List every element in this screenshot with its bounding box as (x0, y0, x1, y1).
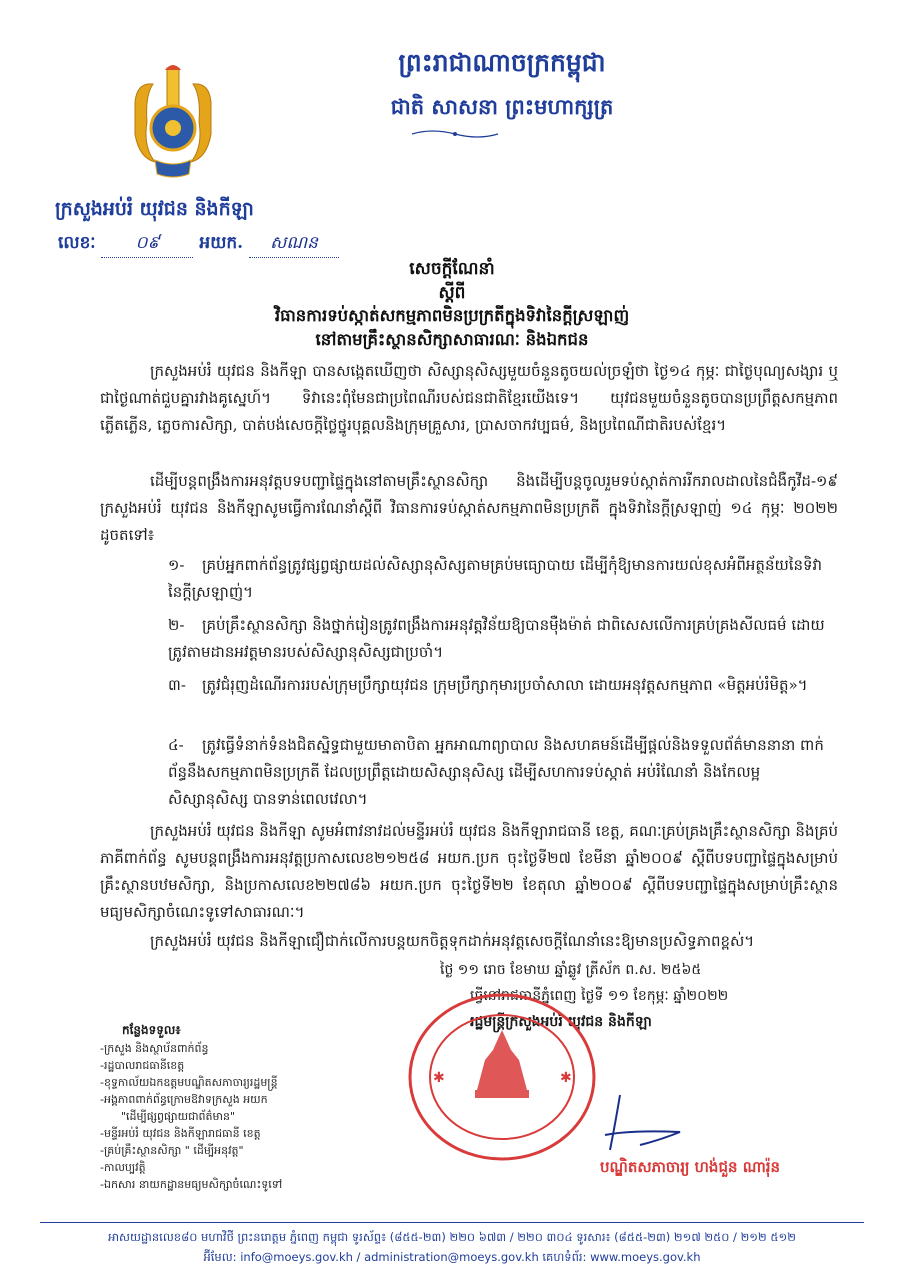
footer-address: អាសយដ្ឋានលេខ៨០ មហាវិថី ព្រះនរោត្តម ភ្នំពេញ កម្ពុជា ទូរស័ព្ទ៖ (៨៥៥-២៣) ២២០ ៦៧៣ / ២២០ ៣០៤ ទូរសារ៖ (៨៥៥-២៣) ២១៧ ២៥០ / ២១២ ៥១២ (108, 1230, 796, 1244)
footer-divider (40, 1222, 864, 1223)
date-solar: ធ្វើនៅរាជធានីភ្នំពេញ ថ្ងៃទី ១១ ខែកុម្ភៈ ឆ្នាំ២០២២ (470, 988, 729, 1004)
list-num: ៣- (168, 676, 186, 694)
recipient-item: -ខុទ្ទកាល័យឯកឧត្តមបណ្ឌិតសភាចារ្យរដ្ឋមន្ត្រី (100, 1076, 278, 1089)
recipient-item: -គ្រប់គ្រឹះស្ថានសិក្សា " ដើម្បីអនុវត្ត" (100, 1144, 244, 1157)
ref-number: ០៩ (101, 232, 193, 258)
list-item-1 (168, 552, 838, 606)
doc-subject-line1: វិធានការទប់ស្កាត់សកម្មភាពមិនប្រក្រតីក្នុងទិវានៃក្តីស្រឡាញ់ (274, 306, 630, 325)
list-text: គ្រប់អ្នកពាក់ព័ន្ធត្រូវផ្សព្វផ្សាយដល់សិស្សានុសិស្សតាមគ្រប់មធ្យោបាយ ដើម្បីកុំឱ្យមានការយល់ខុសអំពីអត្ថន័យនៃទិវានៃក្តីស្រឡាញ់។ (168, 556, 823, 601)
recipient-item: -អង្គភាពពាក់ព័ន្ធក្រោមឱវាទក្រសួង អយក (100, 1093, 268, 1106)
svg-text:✱: ✱ (433, 1070, 445, 1086)
doc-subtitle-about: ស្តីពី (438, 283, 466, 303)
list-item-4 (168, 732, 838, 813)
ref-dept: អយក. (199, 233, 244, 253)
list-text: គ្រប់គ្រឹះស្ថានសិក្សា និងថ្នាក់រៀនត្រូវពង្រឹងការអនុវត្តវិន័យឱ្យបានម៉ឺងម៉ាត់ ជាពិសេសលើការគ្រប់គ្រងសីលធម៌ ដោយត្រូវតាមដានអវត្តមានរបស់សិស្សានុសិស្សជាប្រចាំ។ (168, 616, 825, 661)
recipient-item: -រដ្ឋបាលរាជធានីខេត្ត (100, 1059, 185, 1072)
motto-ornament (410, 124, 500, 134)
doc-subject-line2: នៅតាមគ្រឹះស្ថានសិក្សាសាធារណៈ និងឯកជន (315, 330, 589, 349)
list-item-2 (168, 612, 838, 666)
date-lunar: ថ្ងៃ ១១ រោច ខែមាឃ ឆ្នាំឆ្លូវ ត្រីស័ក ព.ស. ២៥៦៥ (440, 962, 702, 978)
recipient-item: "ដើម្បីផ្សព្វផ្សាយជាព័ត៌មាន" (100, 1110, 236, 1123)
svg-text:✱: ✱ (560, 1070, 572, 1086)
list-num: ៤- (168, 736, 184, 754)
ref-prefix: លេខៈ (58, 233, 96, 253)
recipient-item: -ក្រសួង និងស្ថាប័នពាក់ព័ន្ធ (100, 1042, 209, 1055)
reference-line (58, 232, 339, 258)
signer-title: រដ្ឋមន្ត្រីក្រសួងអប់រំ យុវជន និងកីឡា (470, 1014, 652, 1030)
paragraph-1: ក្រសួងអប់រំ យុវជន និងកីឡា បានសង្កេតឃើញថា សិស្សានុសិស្សមួយចំនួនតូចយល់ច្រឡំថា ថ្ងៃ១៤ កុម្ភៈ ជាថ្ងៃបុណ្យសង្សារ ឬជាថ្ងៃណាត់ជួបគ្នារវាងគូស្នេហ៍។ ទិវានេះពុំមែនជាប្រពៃណីរបស់ជនជាតិខ្មែរយើងទេ។ យុវជនមួយចំនួនតូចបានប្រព្រឹត្តសកម្មភាពភ្លើតភ្លើន, ភ្លេចការសិក្សា, បាត់បង់សេចក្តីថ្លៃថ្នូរបុគ្គលនិងក្រុមគ្រួសារ, ប្រាសចាកវប្បធម៌, និងប្រពៃណីជាតិរបស់ខ្មែរ។ (100, 362, 838, 434)
recipients-heading: កន្លែងទទួល៖ (122, 1023, 181, 1037)
signer-name: បណ្ឌិតសភាចារ្យ ហង់ជួន ណារ៉ុន (600, 1158, 781, 1176)
list-text: ត្រូវជំរុញដំណើរការរបស់ក្រុមប្រឹក្សាយុវជន ក្រុមប្រឹក្សាកុមារប្រចាំសាលា ដោយអនុវត្តសកម្មភាព «មិត្តអប់រំមិត្ត»។ (202, 676, 808, 694)
official-stamp (405, 990, 600, 1165)
ministry-name: ក្រសួងអប់រំ យុវជន និងកីឡា (55, 198, 254, 220)
paragraph-3: ក្រសួងអប់រំ យុវជន និងកីឡា សូមអំពាវនាវដល់មន្ទីរអប់រំ យុវជន និងកីឡារាជធានី ខេត្ត, គណៈគ្រប់គ្រងគ្រឹះស្ថានសិក្សា និងគ្រប់ភាគីពាក់ព័ន្ធ សូមបន្តពង្រឹងការអនុវត្តប្រកាសលេខ២១២៥៨ អយក.ប្រក ចុះថ្ងៃទី២៧ ខែមីនា ឆ្នាំ២០០៩ ស្តីពីបទបញ្ជាផ្ទៃក្នុងសម្រាប់គ្រឹះស្ថានបឋមសិក្សា, និងប្រកាសលេខ២២៧៨៦ អយក.ប្រក ចុះថ្ងៃទី២២ ខែតុលា ឆ្នាំ២០០៩ ស្តីពីបទបញ្ជាផ្ទៃក្នុងសម្រាប់គ្រឹះស្ថានមធ្យមសិក្សាចំណេះទូទៅសាធារណៈ។ (100, 822, 838, 921)
recipient-item: -ឯកសារ នាយកដ្ឋានមធ្យមសិក្សាចំណេះទូទៅ (100, 1178, 283, 1191)
footer-contacts: អ៊ីមែល: info@moeys.gov.kh / administration@moeys.gov.kh គេហទំព័រ: www.moeys.gov.kh (203, 1250, 701, 1264)
signature (590, 1090, 710, 1160)
list-num: ១- (168, 556, 185, 574)
paragraph-2: ដើម្បីបន្តពង្រឹងការអនុវត្តបទបញ្ជាផ្ទៃក្នុងនៅតាមគ្រឹះស្ថានសិក្សា និងដើម្បីបន្តចូលរួមទប់ស្កាត់ការរីករាលដាលនៃជំងឺកូវីដ-១៩ ក្រសួងអប់រំ យុវជន និងកីឡាសូមធ្វើការណែនាំស្តីពី វិធានការទប់ស្កាត់សកម្មភាពមិនប្រក្រតី ក្នុងទិវានៃក្តីស្រឡាញ់ ១៤ កុម្ភៈ ២០២២ ដូចតទៅ៖ (100, 472, 838, 544)
doc-title: សេចក្តីណែនាំ (409, 259, 495, 279)
recipient-item: -កាលប្បវត្តិ (100, 1161, 146, 1174)
ref-code: សណន (249, 232, 339, 258)
kingdom-title: ព្រះរាជាណាចក្រកម្ពុជា (398, 48, 606, 77)
list-item-3 (168, 672, 838, 699)
list-num: ២- (168, 616, 185, 634)
national-motto: ជាតិ សាសនា ព្រះមហាក្សត្រ (390, 94, 614, 119)
recipient-item: -មន្ទីរអប់រំ យុវជន និងកីឡារាជធានី ខេត្ត (100, 1127, 261, 1140)
paragraph-4: ក្រសួងអប់រំ យុវជន និងកីឡាជឿជាក់លើការបន្តយកចិត្តទុកដាក់អនុវត្តសេចក្តីណែនាំនេះឱ្យមានប្រសិទ្ធភាពខ្ពស់។ (150, 932, 755, 950)
list-text: ត្រូវធ្វើទំនាក់ទំនងជិតស្និទ្ធជាមួយមាតាបិតា អ្នកអាណាព្យាបាល និងសហគមន៍ដើម្បីផ្តល់និងទទួលព័ត៌មាននានា ពាក់ព័ន្ធនឹងសកម្មភាពមិនប្រក្រតី ដែលប្រព្រឹត្តដោយសិស្សានុសិស្ស ដើម្បីសហការទប់ស្កាត់ អប់រំណែនាំ និងកែលម្អសិស្សានុសិស្ស បានទាន់ពេលវេលា។ (168, 736, 824, 808)
